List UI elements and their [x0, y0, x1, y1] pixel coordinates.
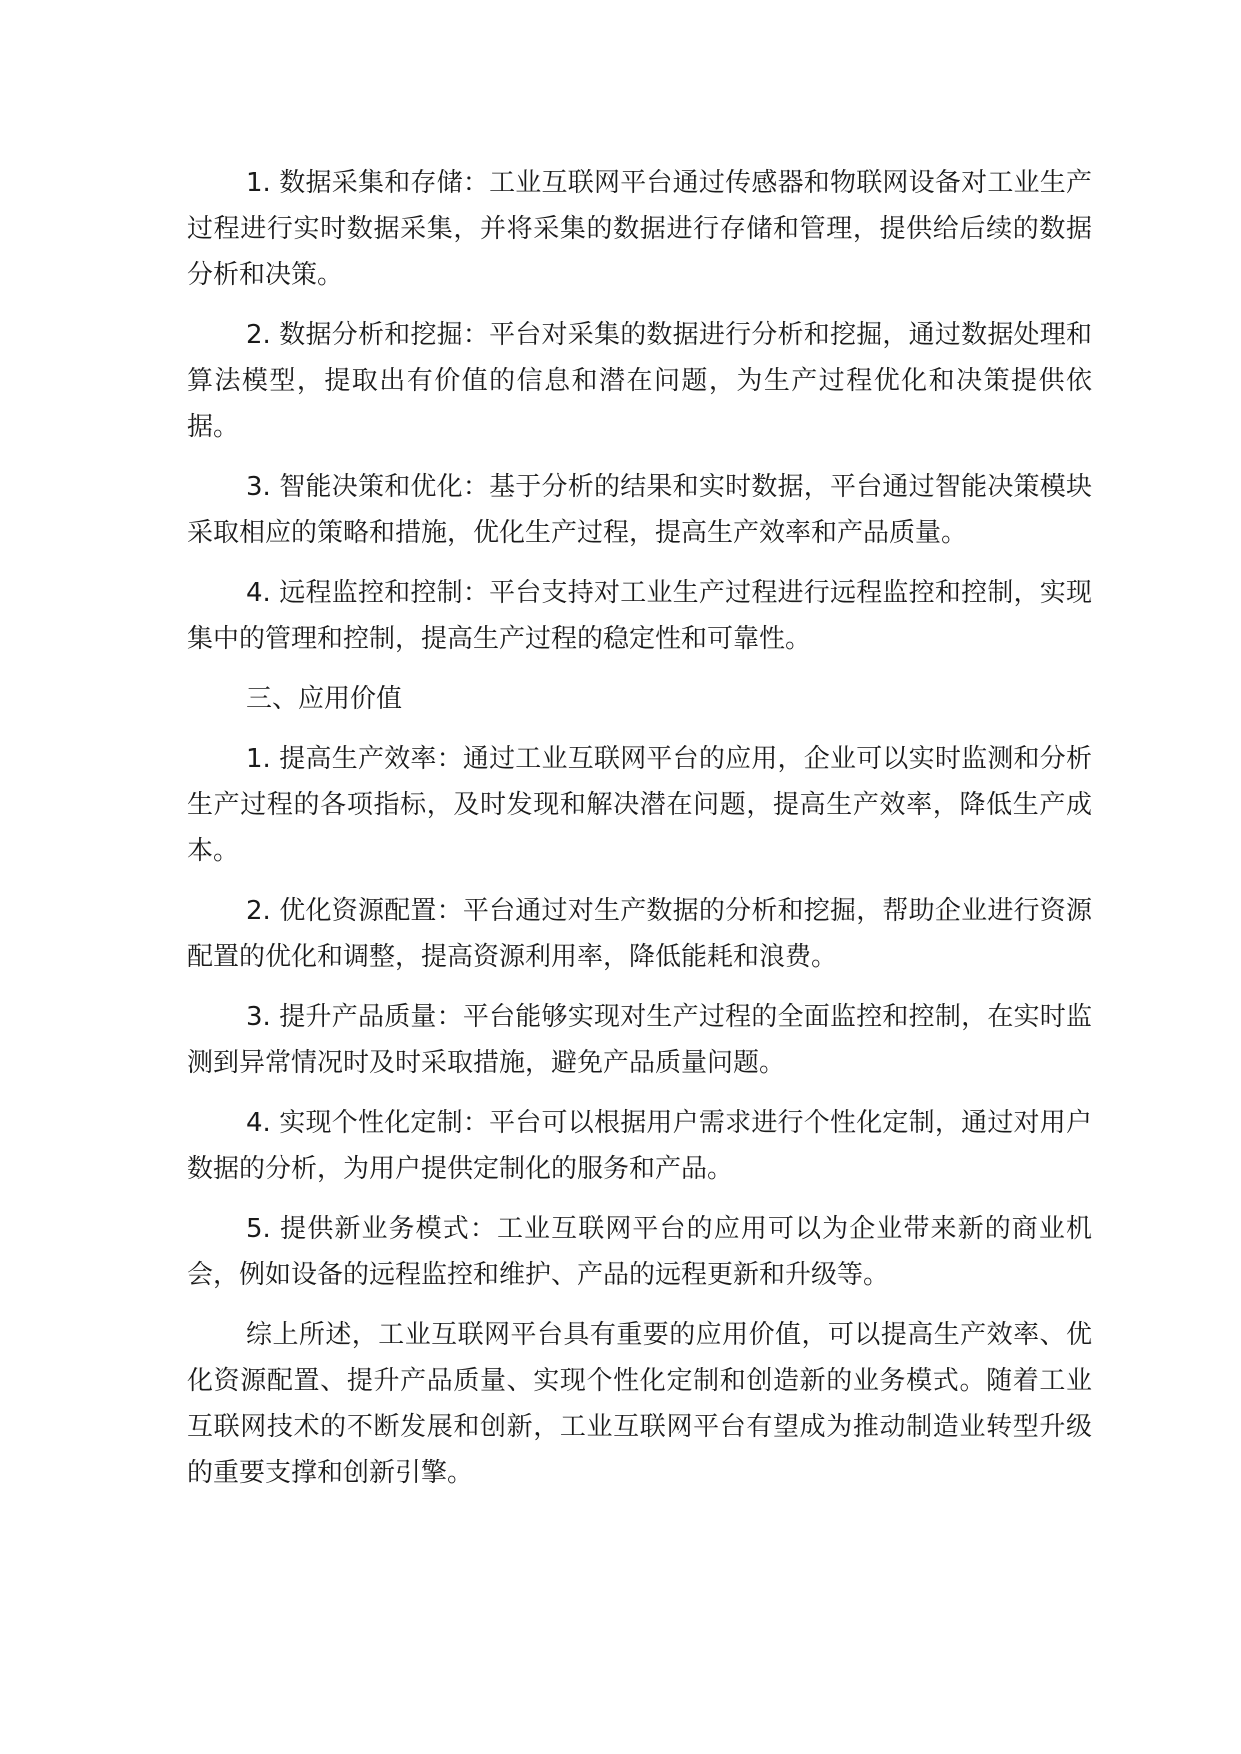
section-heading-application-value: 三、应用价值	[246, 684, 403, 714]
paragraph-optimize-resources: 2. 优化资源配置：平台通过对生产数据的分析和挖掘，帮助企业进行资源配置的优化和调整，提高资源利用率，降低能耗和浪费。	[187, 896, 1092, 972]
paragraph-smart-decision: 3. 智能决策和优化：基于分析的结果和实时数据，平台通过智能决策模块采取相应的策略和措施，优化生产过程，提高生产效率和产品质量。	[187, 472, 1092, 548]
paragraph-customization: 4. 实现个性化定制：平台可以根据用户需求进行个性化定制，通过对用户数据的分析，为用户提供定制化的服务和产品。	[187, 1108, 1092, 1184]
paragraph-remote-monitoring: 4. 远程监控和控制：平台支持对工业生产过程进行远程监控和控制，实现集中的管理和控制，提高生产过程的稳定性和可靠性。	[187, 578, 1092, 654]
paragraph-conclusion: 综上所述，工业互联网平台具有重要的应用价值，可以提高生产效率、优化资源配置、提升产品质量、实现个性化定制和创造新的业务模式。随着工业互联网技术的不断发展和创新，工业互联网平台有望成为推动制造业转型升级的重要支撑和创新引擎。	[187, 1320, 1092, 1488]
paragraph-new-business-model: 5. 提供新业务模式：工业互联网平台的应用可以为企业带来新的商业机会，例如设备的远程监控和维护、产品的远程更新和升级等。	[187, 1214, 1092, 1290]
paragraph-data-collection: 1. 数据采集和存储：工业互联网平台通过传感器和物联网设备对工业生产过程进行实时数据采集，并将采集的数据进行存储和管理，提供给后续的数据分析和决策。	[187, 168, 1092, 290]
paragraph-improve-quality: 3. 提升产品质量：平台能够实现对生产过程的全面监控和控制，在实时监测到异常情况时及时采取措施，避免产品质量问题。	[187, 1002, 1092, 1078]
document-page	[187, 160, 1092, 1510]
paragraph-improve-efficiency: 1. 提高生产效率：通过工业互联网平台的应用，企业可以实时监测和分析生产过程的各项指标，及时发现和解决潜在问题，提高生产效率，降低生产成本。	[187, 744, 1092, 866]
paragraph-data-analysis: 2. 数据分析和挖掘：平台对采集的数据进行分析和挖掘，通过数据处理和算法模型，提取出有价值的信息和潜在问题，为生产过程优化和决策提供依据。	[187, 320, 1092, 442]
